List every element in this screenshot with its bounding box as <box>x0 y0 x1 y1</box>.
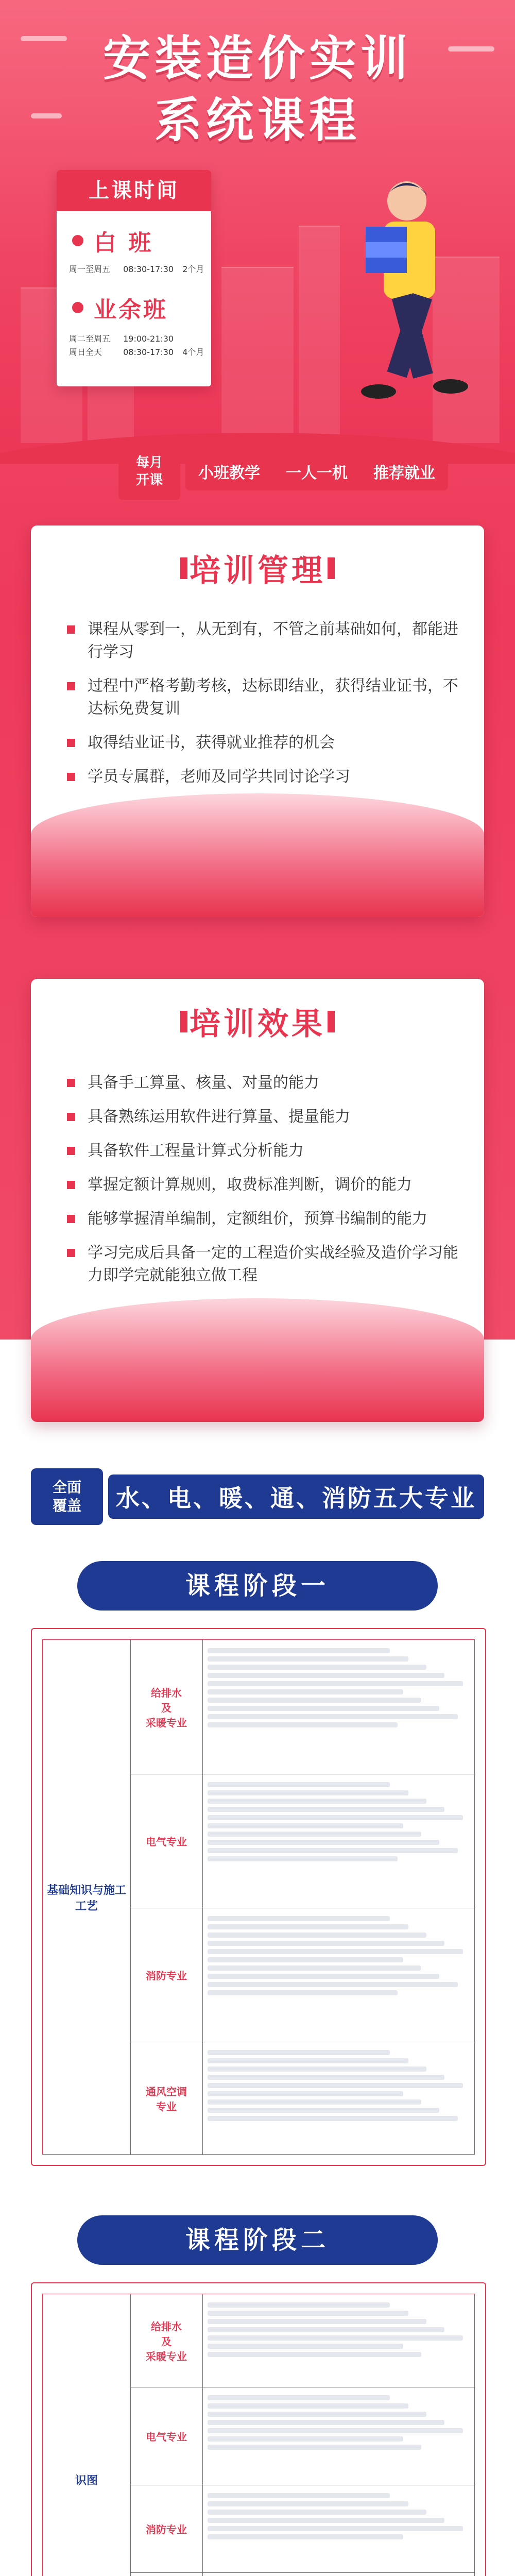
course-detail-text <box>208 1645 468 1731</box>
stage-subject: 给排水 及 采暖专业 <box>130 1640 203 1774</box>
text-line-placeholder <box>208 1840 439 1845</box>
text-line-placeholder <box>208 1698 421 1703</box>
stage-2-heading: 课程阶段二 <box>77 2215 438 2265</box>
stage-subject: 电气专业 <box>130 2387 203 2485</box>
city-building <box>299 226 340 443</box>
highlights-strip <box>185 452 448 490</box>
course-detail-text <box>208 2047 468 2124</box>
text-line-placeholder <box>208 2445 421 2450</box>
text-line-placeholder <box>208 1714 458 1719</box>
stage-subject: 消防专业 <box>130 1908 203 2042</box>
list-item: 具备熟练运用软件进行算量、提量能力 <box>67 1106 458 1128</box>
management-card <box>31 526 484 917</box>
text-line-placeholder <box>208 2518 444 2523</box>
table-row <box>130 2485 474 2573</box>
text-line-placeholder <box>208 2108 439 2113</box>
text-line-placeholder <box>208 1941 444 1946</box>
schedule-heading: 上课时间 <box>57 170 211 211</box>
text-line-placeholder <box>208 2403 408 2409</box>
text-line-placeholder <box>208 1974 439 1979</box>
text-line-placeholder <box>208 2352 421 2357</box>
stage-1-table <box>31 1628 486 2166</box>
stage-table-inner <box>42 1639 475 2155</box>
effects-list <box>67 1072 458 1298</box>
text-line-placeholder <box>208 2075 444 2080</box>
stage-category: 基础知识与施工工艺 <box>43 1640 131 2155</box>
class-evening <box>72 291 168 324</box>
table-row <box>130 2572 474 2576</box>
stage-2-table <box>31 2282 486 2576</box>
highlight-item: 推荐就业 <box>373 464 435 482</box>
list-item: 过程中严格考勤考核，达标即结业，获得结业证书，不达标免费复训 <box>67 675 458 720</box>
schedule-card <box>57 170 211 386</box>
course-detail-text <box>208 2392 468 2453</box>
text-line-placeholder <box>208 2327 444 2332</box>
class-evening-name: 业余班 <box>94 297 168 323</box>
text-line-placeholder <box>208 1681 463 1686</box>
list-item: 取得结业证书，获得就业推荐的机会 <box>67 732 458 754</box>
hero-title-line1: 安装造价实训 <box>102 31 412 86</box>
table-row <box>130 1640 474 1774</box>
text-line-placeholder <box>208 2058 408 2063</box>
highlights-bar <box>118 443 448 500</box>
table-row <box>130 2387 474 2485</box>
majors-text: 水、电、暖、通、消防五大专业 <box>108 1475 484 1519</box>
highlight-item: 一人一机 <box>286 464 348 482</box>
student-carrying-books-illustration <box>335 170 469 428</box>
text-line-placeholder <box>208 1848 458 1853</box>
bullet-dot-icon <box>72 302 83 313</box>
text-line-placeholder <box>208 2534 403 2539</box>
management-title: 培训管理 <box>190 553 325 589</box>
stage-1-heading: 课程阶段一 <box>77 1561 438 1611</box>
table-row <box>130 2294 474 2387</box>
table-row <box>130 1774 474 1908</box>
text-line-placeholder <box>208 1924 408 1929</box>
text-line-placeholder <box>208 1656 408 1662</box>
text-line-placeholder <box>208 2428 463 2433</box>
text-line-placeholder <box>208 1782 390 1787</box>
monthly-start-badge: 每月 开课 <box>118 443 180 500</box>
text-line-placeholder <box>208 1673 444 1678</box>
text-line-placeholder <box>208 1815 463 1820</box>
class-day-time: 周一至周五 08:30-17:30 2个月 <box>69 264 204 274</box>
course-detail-text <box>208 2490 468 2543</box>
text-line-placeholder <box>208 2493 390 2498</box>
text-line-placeholder <box>208 2302 390 2308</box>
class-day-name: 白 班 <box>94 230 153 256</box>
text-line-placeholder <box>208 1790 408 1795</box>
text-line-placeholder <box>208 2099 421 2105</box>
text-line-placeholder <box>208 1665 426 1670</box>
text-line-placeholder <box>208 2501 408 2506</box>
text-line-placeholder <box>208 2526 463 2531</box>
majors-banner <box>31 1468 484 1525</box>
text-line-placeholder <box>208 1965 421 1971</box>
text-line-placeholder <box>208 1823 403 1828</box>
class-day <box>72 224 153 257</box>
list-item: 具备手工算量、核量、对量的能力 <box>67 1072 458 1094</box>
text-line-placeholder <box>208 2436 403 2442</box>
stage-category: 识图 <box>43 2294 131 2576</box>
city-building <box>221 267 294 443</box>
list-item: 学习完成后具备一定的工程造价实战经验及造价学习能力即学完就能独立做工程 <box>67 1242 458 1287</box>
card-wave <box>31 1298 484 1422</box>
text-line-placeholder <box>208 1949 463 1954</box>
text-line-placeholder <box>208 1916 390 1921</box>
text-line-placeholder <box>208 1722 398 1727</box>
text-line-placeholder <box>208 2311 408 2316</box>
text-line-placeholder <box>208 1933 426 1938</box>
stage-subject: 给排水 及 采暖专业 <box>130 2294 203 2387</box>
list-item: 掌握定额计算规则，取费标准判断，调价的能力 <box>67 1174 458 1196</box>
table-row <box>130 2042 474 2155</box>
full-coverage-badge: 全面 覆盖 <box>31 1468 103 1525</box>
card-wave <box>31 793 484 917</box>
list-item: 能够掌握清单编制，定额组价，预算书编制的能力 <box>67 1208 458 1230</box>
table-row <box>130 1908 474 2042</box>
text-line-placeholder <box>208 2066 426 2072</box>
text-line-placeholder <box>208 2091 403 2096</box>
text-line-placeholder <box>208 1648 390 1653</box>
text-line-placeholder <box>208 1689 403 1694</box>
bullet-dot-icon <box>72 235 83 246</box>
hero-banner <box>0 0 515 464</box>
text-line-placeholder <box>208 2420 444 2425</box>
course-detail-text <box>208 2299 468 2360</box>
text-line-placeholder <box>208 1832 421 1837</box>
class-evening-time: 周二至周五 19:00-21:30 周日全天 08:30-17:30 4个月 <box>69 334 204 357</box>
stage-subject: 消防专业 <box>130 2485 203 2572</box>
text-line-placeholder <box>208 1982 458 1987</box>
text-line-placeholder <box>208 2335 463 2341</box>
text-line-placeholder <box>208 1706 439 1711</box>
text-line-placeholder <box>208 2319 426 2324</box>
text-line-placeholder <box>208 1799 426 1804</box>
text-line-placeholder <box>208 2395 390 2400</box>
stage-subject: 电气专业 <box>130 1774 203 1908</box>
text-line-placeholder <box>208 1856 398 1861</box>
hero-title-line2: 系统课程 <box>154 93 360 148</box>
text-line-placeholder <box>208 1990 398 1995</box>
course-detail-text <box>208 1913 468 1998</box>
stage-subject <box>130 2572 203 2576</box>
effects-title: 培训效果 <box>190 1006 325 1042</box>
text-line-placeholder <box>208 2083 463 2088</box>
effects-card <box>31 979 484 1422</box>
course-detail-text <box>208 1779 468 1865</box>
text-line-placeholder <box>208 2116 458 2121</box>
text-line-placeholder <box>208 1957 403 1962</box>
stage-subject: 通风空调 专业 <box>130 2042 203 2155</box>
management-list <box>67 618 458 800</box>
text-line-placeholder <box>208 2412 426 2417</box>
text-line-placeholder <box>208 2344 403 2349</box>
text-line-placeholder <box>208 1807 444 1812</box>
list-item: 具备软件工程量计算式分析能力 <box>67 1140 458 1162</box>
list-item: 课程从零到一，从无到有，不管之前基础如何，都能进行学习 <box>67 618 458 664</box>
stage-table-inner <box>42 2294 475 2576</box>
highlight-item: 小班教学 <box>198 464 260 482</box>
text-line-placeholder <box>208 2050 390 2055</box>
text-line-placeholder <box>208 2510 426 2515</box>
list-item: 学员专属群，老师及同学共同讨论学习 <box>67 766 458 788</box>
